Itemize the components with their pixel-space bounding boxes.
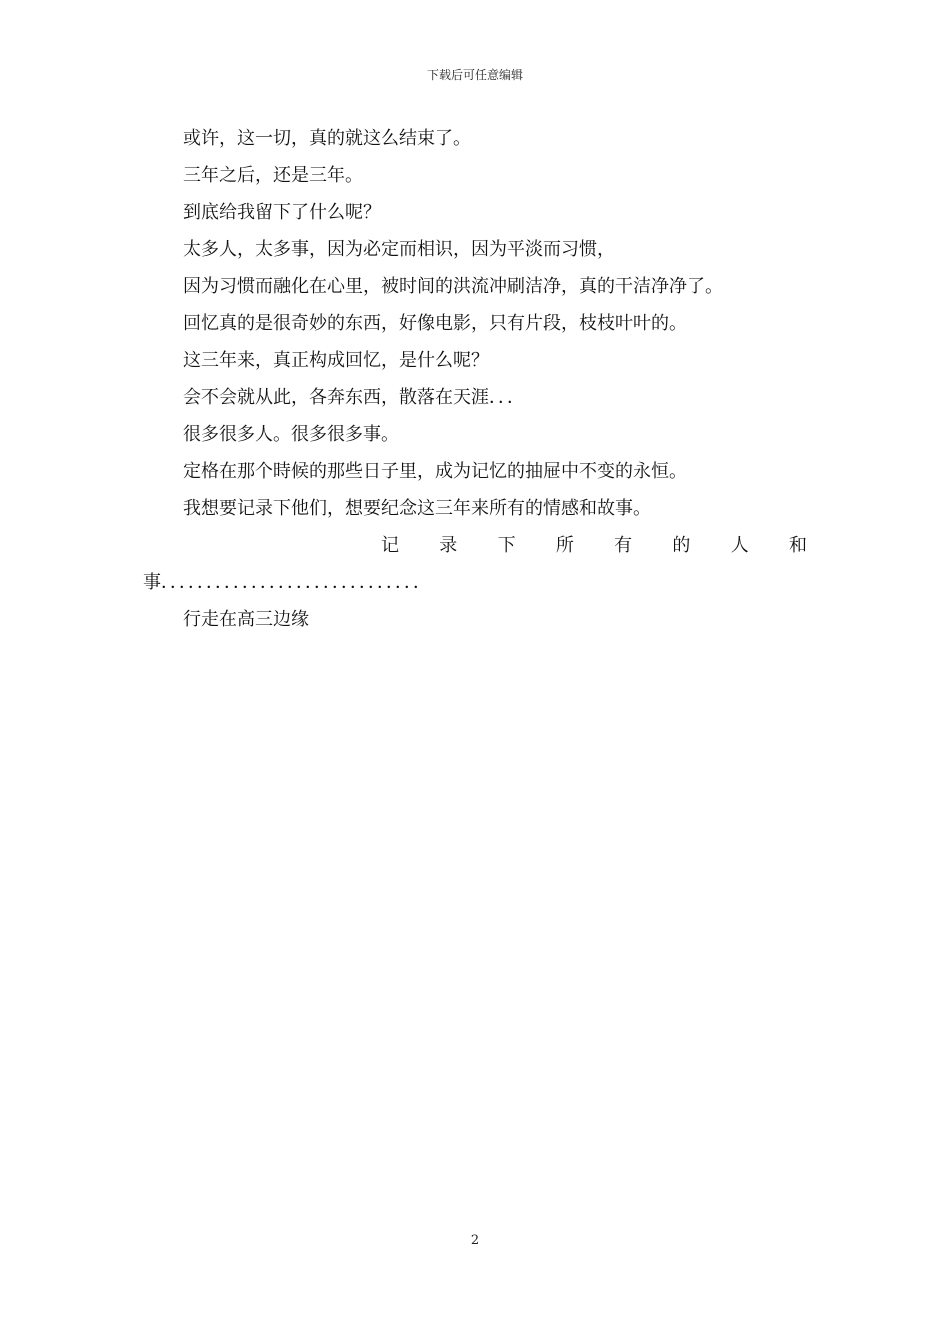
document-body	[143, 120, 807, 638]
paragraph: 回忆真的是很奇妙的东西，好像电影，只有片段，枝枝叶叶的。	[183, 313, 687, 334]
justified-char: 记	[381, 535, 399, 556]
paragraph: 三年之后，还是三年。	[183, 165, 363, 186]
justified-char: 下	[497, 535, 516, 556]
justified-line	[143, 527, 807, 564]
paragraph: 定格在那个時候的那些日子里，成为记忆的抽屉中不变的永恒。	[183, 461, 687, 482]
justified-char: 录	[439, 535, 458, 556]
page-header: 下载后可任意编辑	[426, 68, 523, 82]
paragraph: 到底给我留下了什么呢？	[183, 202, 381, 223]
justified-char: 有	[614, 535, 633, 556]
paragraph: 很多很多人。很多很多事。	[183, 424, 399, 445]
continuation-line: 事．．．．．．．．．．．．．．．．．．．．．．．．．．．．．	[143, 572, 431, 593]
page-number: 2	[470, 1233, 480, 1248]
justified-char: 的	[672, 535, 691, 556]
paragraph: 因为习惯而融化在心里，被时间的洪流冲刷洁净，真的干洁净净了。	[183, 276, 723, 297]
paragraph: 这三年来，真正构成回忆，是什么呢？	[183, 350, 489, 371]
paragraph: 太多人，太多事，因为必定而相识，因为平淡而习惯，	[183, 239, 615, 260]
closing-line: 行走在高三边缘	[183, 609, 309, 630]
paragraph: 会不会就从此，各奔东西，散落在天涯．．．	[183, 387, 525, 408]
paragraph: 我想要记录下他们，想要纪念这三年来所有的情感和故事。	[183, 498, 651, 519]
justified-char: 所	[555, 535, 574, 556]
paragraph: 或许，这一切，真的就这么结束了。	[183, 128, 471, 149]
justified-char: 和	[788, 535, 807, 556]
justified-char: 人	[730, 535, 749, 556]
